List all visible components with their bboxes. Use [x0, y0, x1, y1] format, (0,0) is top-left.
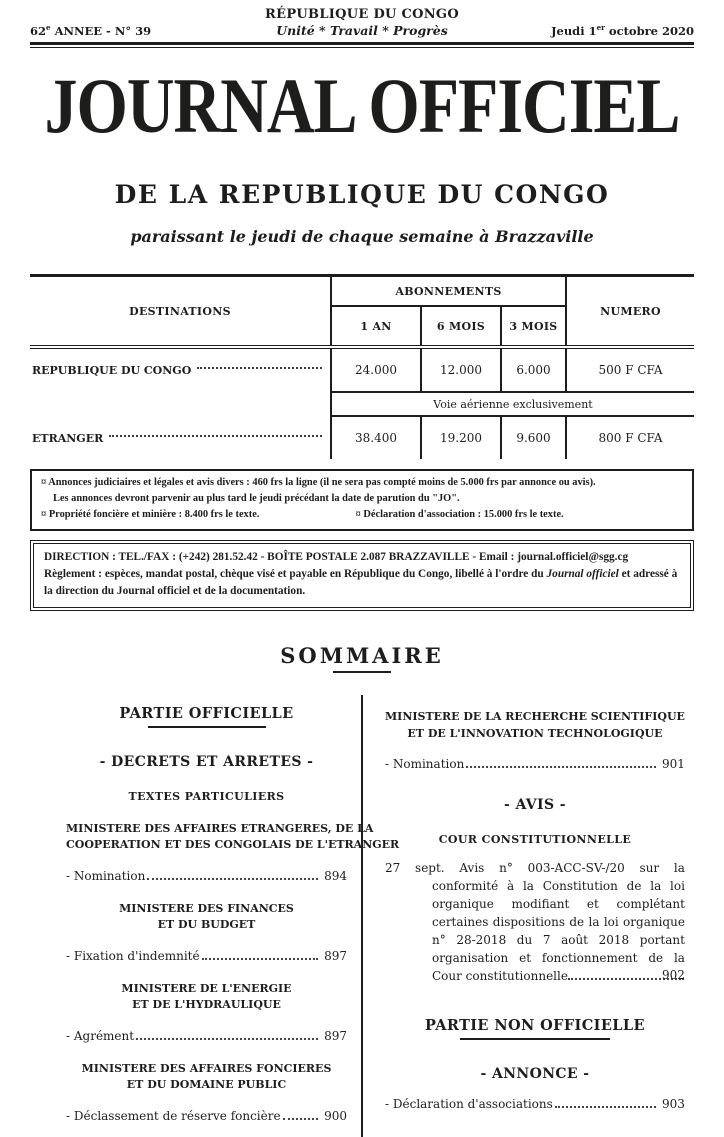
ministry-line: MINISTERE DES FINANCES [119, 901, 294, 915]
ministry-line: MINISTERE DES AFFAIRES FONCIERES [81, 1061, 332, 1075]
ministry-line: ET DU BUDGET [157, 918, 256, 932]
issue-date-day: Jeudi 1 [551, 24, 597, 38]
entry-page-number: 903 [662, 1096, 685, 1111]
dotted-leader [466, 766, 656, 768]
ministry-line: ET DE L'HYDRAULIQUE [132, 998, 281, 1012]
notice-declaration [356, 507, 564, 523]
tariff-notice-box [30, 469, 694, 531]
ministry-line: MINISTERE DE LA RECHERCHE SCIENTIFIQUE [385, 710, 685, 724]
notice-deadline-text: Les annonces devront parvenir au plus tard le jeudi précédant la date de parution du "JO". [53, 493, 460, 505]
bullet-icon: ¤ [41, 509, 47, 521]
toc-entry [66, 1109, 347, 1123]
edition-issue: ANNEE - N° 39 [50, 24, 152, 38]
avis-heading: - AVIS - [504, 797, 566, 814]
entry-page-number: 902 [662, 968, 685, 983]
ministry-finances [66, 901, 347, 934]
heading-underline [148, 726, 266, 728]
annonce-heading: - ANNONCE - [480, 1065, 590, 1082]
notice-line-tariffs [41, 507, 683, 523]
dotted-leader [136, 1038, 318, 1040]
entry-label: - Agrément [66, 1028, 135, 1043]
destination-etranger [30, 417, 330, 459]
price-congo-numero: 500 F CFA [565, 349, 694, 391]
part-officielle-heading: PARTIE OFFICIELLE [119, 705, 294, 723]
price-etranger-3mois: 9.600 [500, 417, 565, 459]
issue-date-superscript: er [596, 23, 605, 33]
subscription-table-header [30, 274, 694, 349]
entry-page-number: 900 [324, 1108, 347, 1123]
ministry-affaires-etrangeres [66, 821, 400, 854]
notice-line-annonces [41, 475, 683, 491]
masthead-rule [30, 42, 694, 48]
issue-date-month-year: octobre 2020 [604, 24, 694, 38]
ministry-recherche [385, 709, 685, 742]
toc-entry [66, 1029, 347, 1043]
header-destinations: DESTINATIONS [129, 304, 231, 318]
destination-congo [30, 349, 330, 391]
issue-date [448, 23, 694, 38]
sommaire-left-column [30, 695, 400, 1137]
price-etranger-numero: 800 F CFA [565, 417, 694, 459]
avis-text: Avis n° 003-ACC-SV-/20 sur la conformité à la Constitution de la loi organique modifiant et complétant certaines dispositions de la loi organique n° 28-2018 du 7 août 2018 portant organisation et fonctionnement de la Cour constitutionnelle [432, 861, 685, 984]
toc-entry [385, 1097, 685, 1111]
destination-label: ETRANGER [32, 431, 104, 445]
dotted-leader [197, 367, 322, 369]
air-mail-band [30, 391, 694, 417]
notice-line-deadline [41, 491, 683, 507]
ministry-affaires-foncieres [66, 1061, 347, 1094]
national-motto: Unité * Travail * Progrès [276, 23, 448, 38]
payment-text-end: et adressé à la direction du Journal officiel et de la documentation. [44, 568, 678, 598]
header-abonnements: ABONNEMENTS [330, 277, 565, 307]
dotted-leader [283, 1118, 319, 1120]
sommaire [30, 643, 694, 1137]
table-row-etranger [30, 417, 694, 459]
entry-page-number: 901 [662, 757, 685, 772]
header-period-6mois: 6 MOIS [420, 307, 500, 345]
sommaire-columns [30, 695, 694, 1137]
publication-schedule: paraissant le jeudi de chaque semaine à Brazzaville [130, 227, 594, 246]
edition-year-count: 62 [30, 24, 47, 38]
price-congo-6mois: 12.000 [420, 349, 500, 391]
air-mail-spacer [30, 391, 330, 417]
header-period-1an: 1 AN [330, 307, 420, 345]
edition-superscript: e [46, 23, 51, 33]
price-congo-1an: 24.000 [330, 349, 420, 391]
direction-payment-line [44, 566, 680, 600]
notice-declaration-text: Déclaration d'association : 15.000 frs le texte. [363, 509, 564, 521]
journal-officiel-emphasis: Journal officiel [546, 568, 619, 581]
air-mail-note: Voie aérienne exclusivement [330, 391, 694, 417]
journal-title: JOURNAL OFFICIEL [44, 63, 680, 150]
masthead-info-row [30, 23, 694, 38]
title-block [30, 63, 694, 246]
entry-label: - Nomination [385, 757, 465, 772]
ministry-line: MINISTERE DES AFFAIRES ETRANGERES, DE LA [66, 821, 374, 835]
dotted-leader [147, 878, 318, 880]
price-etranger-1an: 38.400 [330, 417, 420, 459]
dotted-leader [202, 958, 319, 960]
entry-page-number: 897 [324, 1028, 347, 1043]
dotted-leader [109, 435, 322, 437]
table-row-congo [30, 349, 694, 391]
sommaire-title: SOMMAIRE [280, 643, 444, 669]
bullet-icon: ¤ [355, 509, 361, 521]
avis-date: 27 sept. [385, 861, 445, 876]
heading-underline [460, 1038, 610, 1040]
subscription-table [30, 274, 694, 459]
entry-page-number: 897 [324, 948, 347, 963]
cour-constitutionnelle-heading: COUR CONSTITUTIONNELLE [438, 833, 632, 847]
sommaire-right-column [363, 695, 723, 1137]
journal-title-wrap [30, 63, 694, 150]
textes-particuliers-heading: TEXTES PARTICULIERS [128, 789, 285, 803]
notice-propriete [41, 507, 356, 523]
toc-entry [66, 949, 347, 963]
notice-annonces-text: Annonces judiciaires et légales et avis divers : 460 frs la ligne (il ne sera pas compté moins de 5.000 frs par annonce ou avis). [48, 477, 596, 488]
header-period-3mois: 3 MOIS [500, 307, 565, 345]
entry-label: - Nomination [66, 868, 146, 883]
decrets-arretes-heading: - DECRETS ET ARRETES - [99, 753, 314, 770]
ministry-energie [66, 981, 347, 1014]
price-etranger-6mois: 19.200 [420, 417, 500, 459]
entry-page-number: 894 [324, 868, 347, 883]
ministry-line: MINISTERE DE L'ENERGIE [121, 981, 292, 995]
toc-entry [385, 757, 685, 771]
entry-label: - Fixation d'indemnité [66, 948, 200, 963]
ministry-line: ET DE L'INNOVATION TECHNOLOGIQUE [407, 726, 663, 740]
journal-subtitle: DE LA REPUBLIQUE DU CONGO [114, 180, 610, 209]
avis-entry [385, 859, 685, 985]
bullet-icon: ¤ [41, 477, 47, 488]
ministry-line: COOPERATION ET DES CONGOLAIS DE L'ETRANGER [66, 838, 400, 852]
price-congo-3mois: 6.000 [500, 349, 565, 391]
destination-label: REPUBLIQUE DU CONGO [32, 363, 192, 377]
part-non-officielle-heading: PARTIE NON OFFICIELLE [424, 1017, 645, 1035]
masthead [30, 7, 694, 48]
edition-number [30, 23, 276, 38]
header-numero: NUMERO [565, 277, 694, 345]
entry-label: - Déclassement de réserve foncière [66, 1108, 281, 1123]
direction-box [30, 540, 694, 611]
payment-text: Règlement : espèces, mandat postal, chèque visé et payable en République du Congo, libellé à l'ordre du [44, 568, 547, 581]
dotted-leader [555, 1106, 656, 1108]
direction-contact-line: DIRECTION : TEL./FAX : (+242) 281.52.42 - BOÎTE POSTALE 2.087 BRAZZAVILLE - Email : journal.officiel@sgg.cg [44, 551, 629, 564]
sommaire-underline [333, 671, 391, 673]
notice-propriete-text: Propriété foncière et minière : 8.400 frs le texte. [48, 509, 260, 521]
entry-label: - Déclaration d'associations [385, 1096, 553, 1111]
direction-box-inner [33, 543, 691, 608]
ministry-line: ET DU DOMAINE PUBLIC [126, 1078, 287, 1092]
toc-entry [66, 869, 347, 883]
country-title: RÉPUBLIQUE DU CONGO [265, 7, 459, 22]
